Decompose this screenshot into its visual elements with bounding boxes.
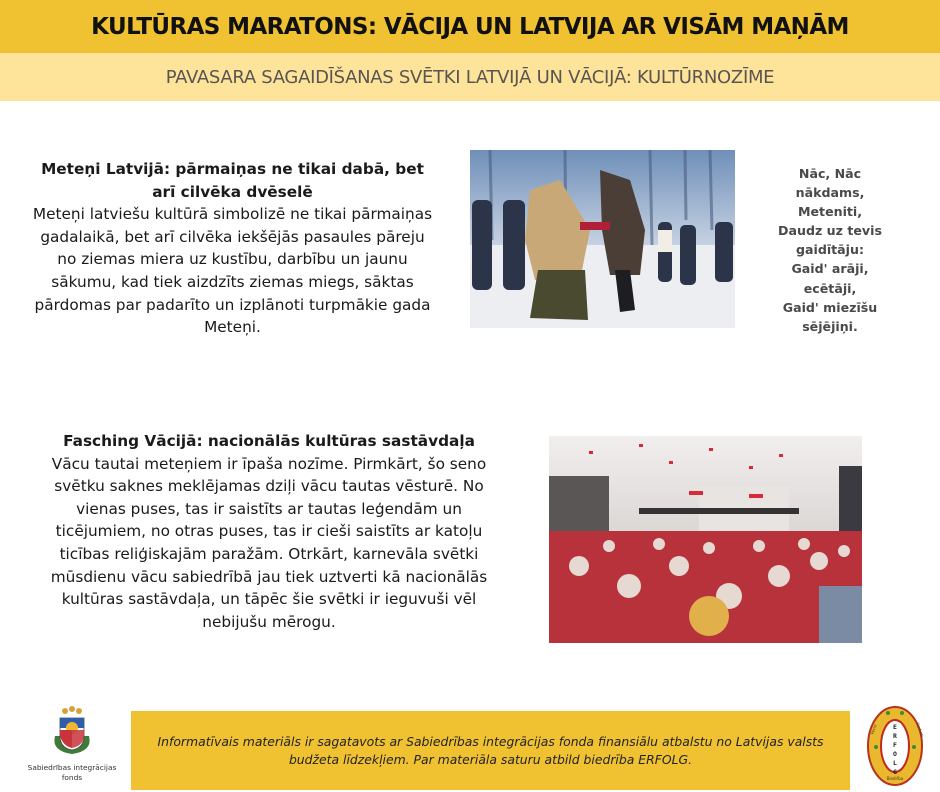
page-subtitle: PAVASARA SAGAIDĪŠANAS SVĒTKI LATVIJĀ UN VĀCIJĀ: KULTŪRNOZĪME (165, 66, 775, 88)
erfolg-letter: E (893, 723, 897, 731)
erfolg-letter: O (893, 750, 897, 758)
poem-line: Gaid' arāji, (791, 261, 869, 277)
erfolg-letter: G (893, 768, 897, 776)
funding-notice-text: Informatīvais materiāls ir sagatavots ar Sabiedrības integrācijas fonda finansiālu atbalstu no Latvijas valsts budžeta līdzekļiem. Par materiāla saturu atbild biedrība ERFOLG. (157, 733, 824, 767)
erfolg-ring-top-left: Vecie (869, 723, 878, 736)
subtitle-banner (0, 53, 940, 101)
erfolg-emblem-icon (866, 705, 924, 787)
title-banner (0, 0, 940, 53)
sif-logo-caption: Sabiedrības integrācijas (27, 763, 117, 772)
poem-line: Daudz uz tevis (778, 223, 882, 239)
sif-logo-caption-2: fonds (61, 773, 83, 782)
poem-line: ecētāji, (803, 280, 857, 296)
erfolg-letter: L (893, 759, 897, 767)
page-title: KULTŪRAS MARATONS: VĀCIJA UN LATVIJA AR VISĀM MAŅĀM (91, 13, 849, 40)
section-germany-heading: Fasching Vācijā: nacionālās kultūras sastāvdaļa (63, 432, 475, 450)
erfolg-letter: F (893, 741, 897, 749)
fasching-photo (549, 436, 862, 643)
poem-line: nākdams, (795, 185, 865, 201)
section-germany (36, 430, 502, 633)
poem-line: Nāc, Nāc (798, 166, 862, 181)
carnival-crowd-image (549, 436, 862, 643)
poem-line: Meteniti, (797, 204, 863, 220)
section-latvia-body: Meteņi latviešu kultūrā simbolizē ne tikai pārmaiņas gadalaikā, bet arī cilvēka iekšējās pasaules pāreju no ziemas miera uz kustību, darbību un jaunu sākumu, kad tiek aizdzīts ziemas miegs, sāktas pārdomas par padarīto un izplānoti turpmākie gada Meteņi. (32, 205, 433, 337)
metenu-snow-dance-image (470, 150, 735, 328)
poem-line: Gaid' miezīšu (782, 299, 878, 315)
funding-notice (131, 711, 850, 790)
metenu-photo (470, 150, 735, 328)
sif-logo (22, 706, 122, 786)
erfolg-ring-top-right: Gerbeti (915, 721, 924, 738)
erfolg-logo (866, 705, 924, 787)
poem-line: gaidītāju: (796, 242, 864, 258)
latvia-coat-of-arms-icon (47, 706, 97, 756)
erfolg-letter: R (893, 732, 897, 740)
poem-line: sējējiņi. (802, 318, 858, 334)
meteni-poem (766, 164, 894, 336)
section-germany-body: Vācu tautai meteņiem ir īpaša nozīme. Pirmkārt, šo seno svētku saknes meklējamas dziļi vācu tautas vēsturē. No vienas puses, tas ir saistīts ar tautas leģendām un ticējumiem, no otras puses, tas ir cieši saistīts ar katoļu ticības reliģiskajām paražām. Otrkārt, karnevāla svētki mūsdienu vācu sabiedrībā jau tiek uztverti kā nacionālās kultūras sastāvdaļa, un tāpēc šie svētki ir ieguvuši vēl nebijušu mērogu. (50, 454, 488, 631)
erfolg-ring-bottom: Biedrība (886, 776, 904, 781)
section-latvia-heading: Meteņi Latvijā: pārmaiņas ne tikai dabā, bet arī cilvēka dvēselē (41, 160, 424, 201)
section-latvia (30, 158, 435, 339)
